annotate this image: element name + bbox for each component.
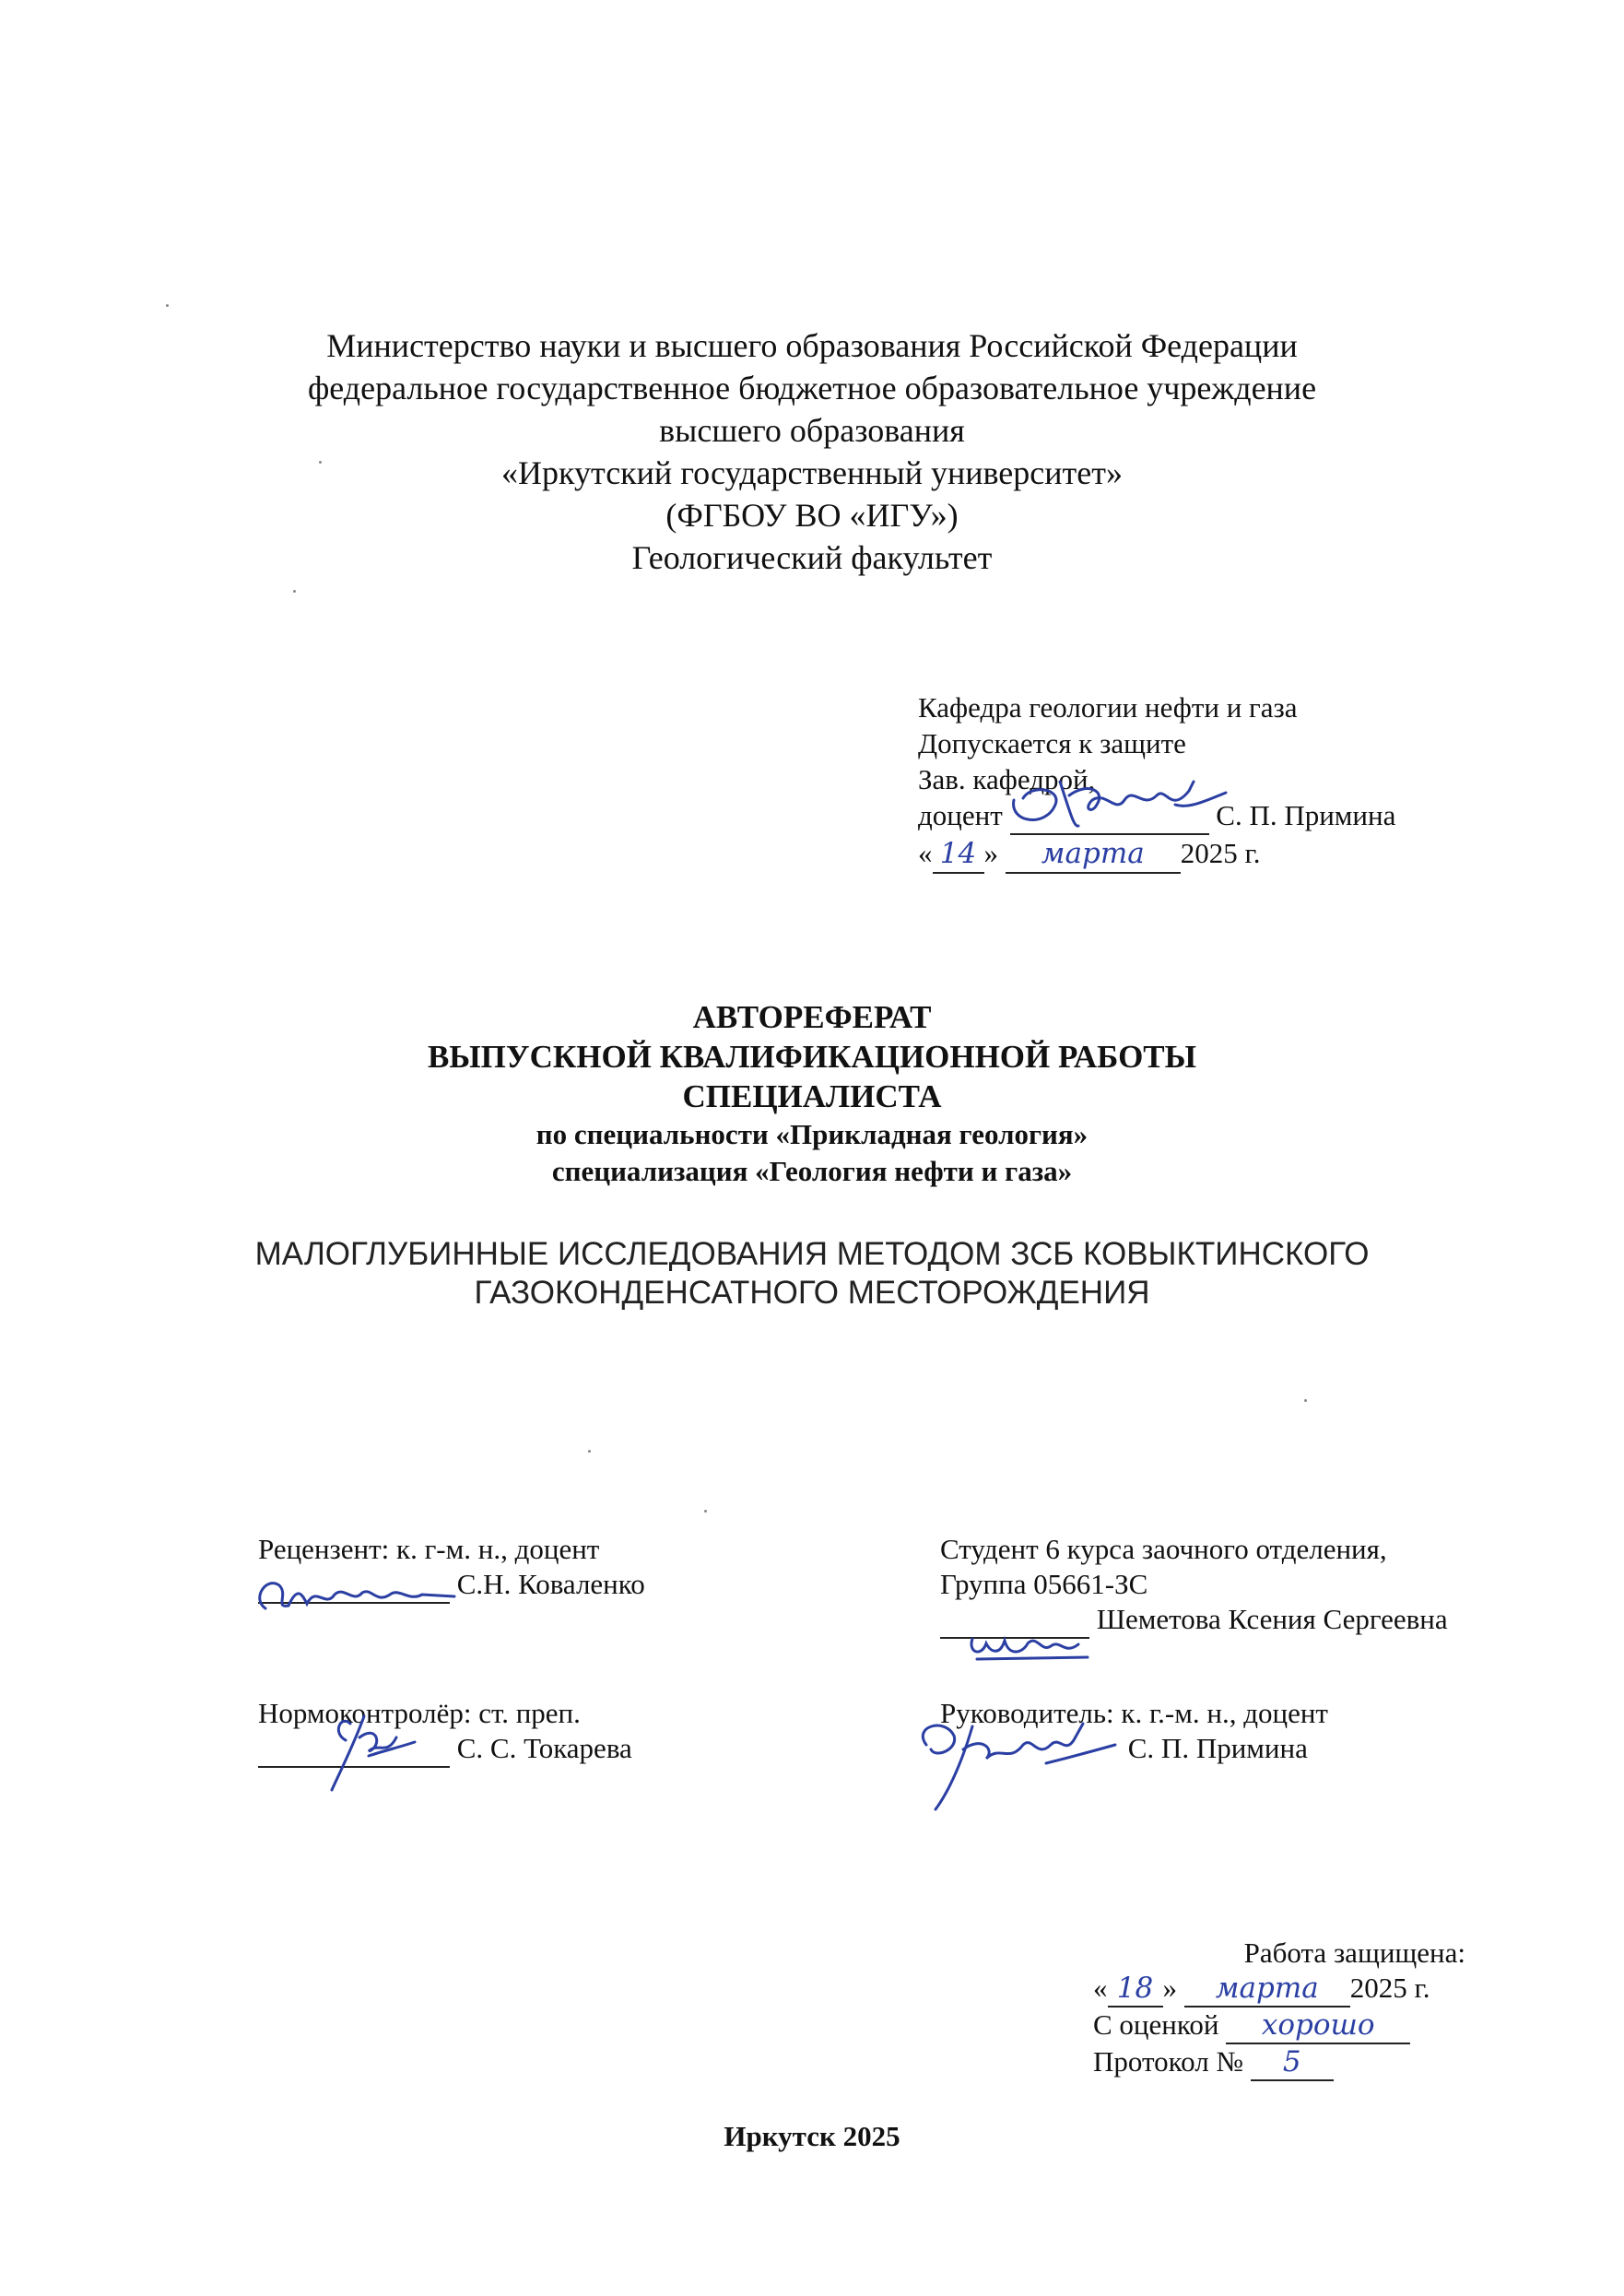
supervisor-block: [940, 1696, 1328, 1766]
head-signature-line: [918, 797, 1395, 835]
reviewer-signature-underline: [258, 1567, 450, 1604]
defense-year: 2025 г.: [1349, 1972, 1430, 2004]
protocol-number: 5: [1251, 2044, 1334, 2081]
approval-year: 2025 г.: [1180, 837, 1261, 869]
scan-speck: [1304, 1399, 1307, 1402]
head-name: С. П. Примина: [1216, 799, 1396, 831]
head-signature-underline: [1010, 797, 1209, 835]
defense-quote-open: «: [1093, 1972, 1108, 2004]
approval-month: марта: [1006, 836, 1181, 874]
reviewer-label: Рецензент: к. г-м. н., доцент: [258, 1533, 600, 1565]
defense-status: Работа защищена:: [1243, 1937, 1465, 1969]
defense-quote-close: »: [1162, 1972, 1177, 2004]
education-level-line: высшего образования: [659, 412, 965, 449]
approval-block: [918, 689, 1395, 874]
protocol-label: Протокол №: [1093, 2045, 1243, 2078]
department-label: Кафедра геологии нефти и газа: [918, 691, 1298, 724]
supervisor-name: С. П. Примина: [1127, 1732, 1308, 1764]
normcontrol-name: С. С. Токарева: [456, 1732, 632, 1764]
specialty: по специальности «Прикладная геология»: [535, 1118, 1089, 1150]
student-signature-underline: [940, 1602, 1089, 1639]
topic-line-2: ГАЗОКОНДЕНСАТНОГО МЕСТОРОЖДЕНИЯ: [474, 1275, 1150, 1311]
degree-level: СПЕЦИАЛИСТА: [682, 1078, 942, 1114]
defense-day: 18: [1108, 1971, 1163, 2008]
approval-day: 14: [933, 836, 984, 874]
topic-line-1: МАЛОГЛУБИННЫЕ ИССЛЕДОВАНИЯ МЕТОДОМ ЗСБ КОВЫКТИНСКОГО: [254, 1236, 1370, 1272]
grade-label: С оценкой: [1093, 2008, 1219, 2041]
supervisor-label: Руководитель: к. г.-м. н., доцент: [940, 1697, 1328, 1729]
approval-quote-open: «: [918, 837, 933, 869]
reviewer-block: [258, 1532, 645, 1604]
work-type: ВЫПУСКНОЙ КВАЛИФИКАЦИОННОЙ РАБОТЫ: [427, 1039, 1197, 1075]
thesis-topic: [0, 1235, 1624, 1313]
scan-speck: [704, 1510, 707, 1513]
ministry-line: Министерство науки и высшего образования Российской Федерации: [326, 327, 1298, 364]
specialization: специализация «Геология нефти и газа»: [551, 1155, 1073, 1187]
normcontrol-signature-underline: [258, 1731, 450, 1768]
defense-month: марта: [1184, 1971, 1350, 2008]
scan-speck: [588, 1450, 591, 1453]
document-type: АВТОРЕФЕРАТ: [692, 999, 932, 1035]
approval-quote-close: »: [983, 837, 998, 869]
student-name: Шеметова Ксения Сергеевна: [1096, 1603, 1448, 1635]
scan-speck: [319, 461, 322, 464]
student-block: [940, 1532, 1448, 1639]
head-position: доцент: [918, 799, 1003, 831]
university-abbr-line: (ФГБОУ ВО «ИГУ»): [665, 497, 959, 534]
head-label: Зав. кафедрой,: [918, 763, 1096, 795]
grade-value: хорошо: [1226, 2008, 1410, 2044]
student-group: Группа 05661-ЗС: [940, 1568, 1148, 1600]
university-name-line: «Иркутский государственный университет»: [501, 454, 1123, 491]
institution-type-line: федеральное государственное бюджетное образовательное учреждение: [307, 370, 1317, 406]
defense-block: [1093, 1936, 1465, 2081]
organization-header: [0, 324, 1624, 579]
faculty-line: Геологический факультет: [631, 539, 993, 576]
city-year: Иркутск 2025: [724, 2120, 900, 2152]
approval-date-line: [918, 835, 1395, 874]
title-block: [0, 997, 1624, 1190]
reviewer-name: С.Н. Коваленко: [456, 1568, 645, 1600]
scan-speck: [166, 304, 169, 307]
normcontrol-block: [258, 1696, 632, 1768]
normcontrol-label: Нормоконтролёр: ст. преп.: [258, 1697, 581, 1729]
admitted-label: Допускается к защите: [918, 727, 1186, 759]
scan-speck: [293, 590, 296, 593]
student-label: Студент 6 курса заочного отделения,: [940, 1533, 1387, 1565]
